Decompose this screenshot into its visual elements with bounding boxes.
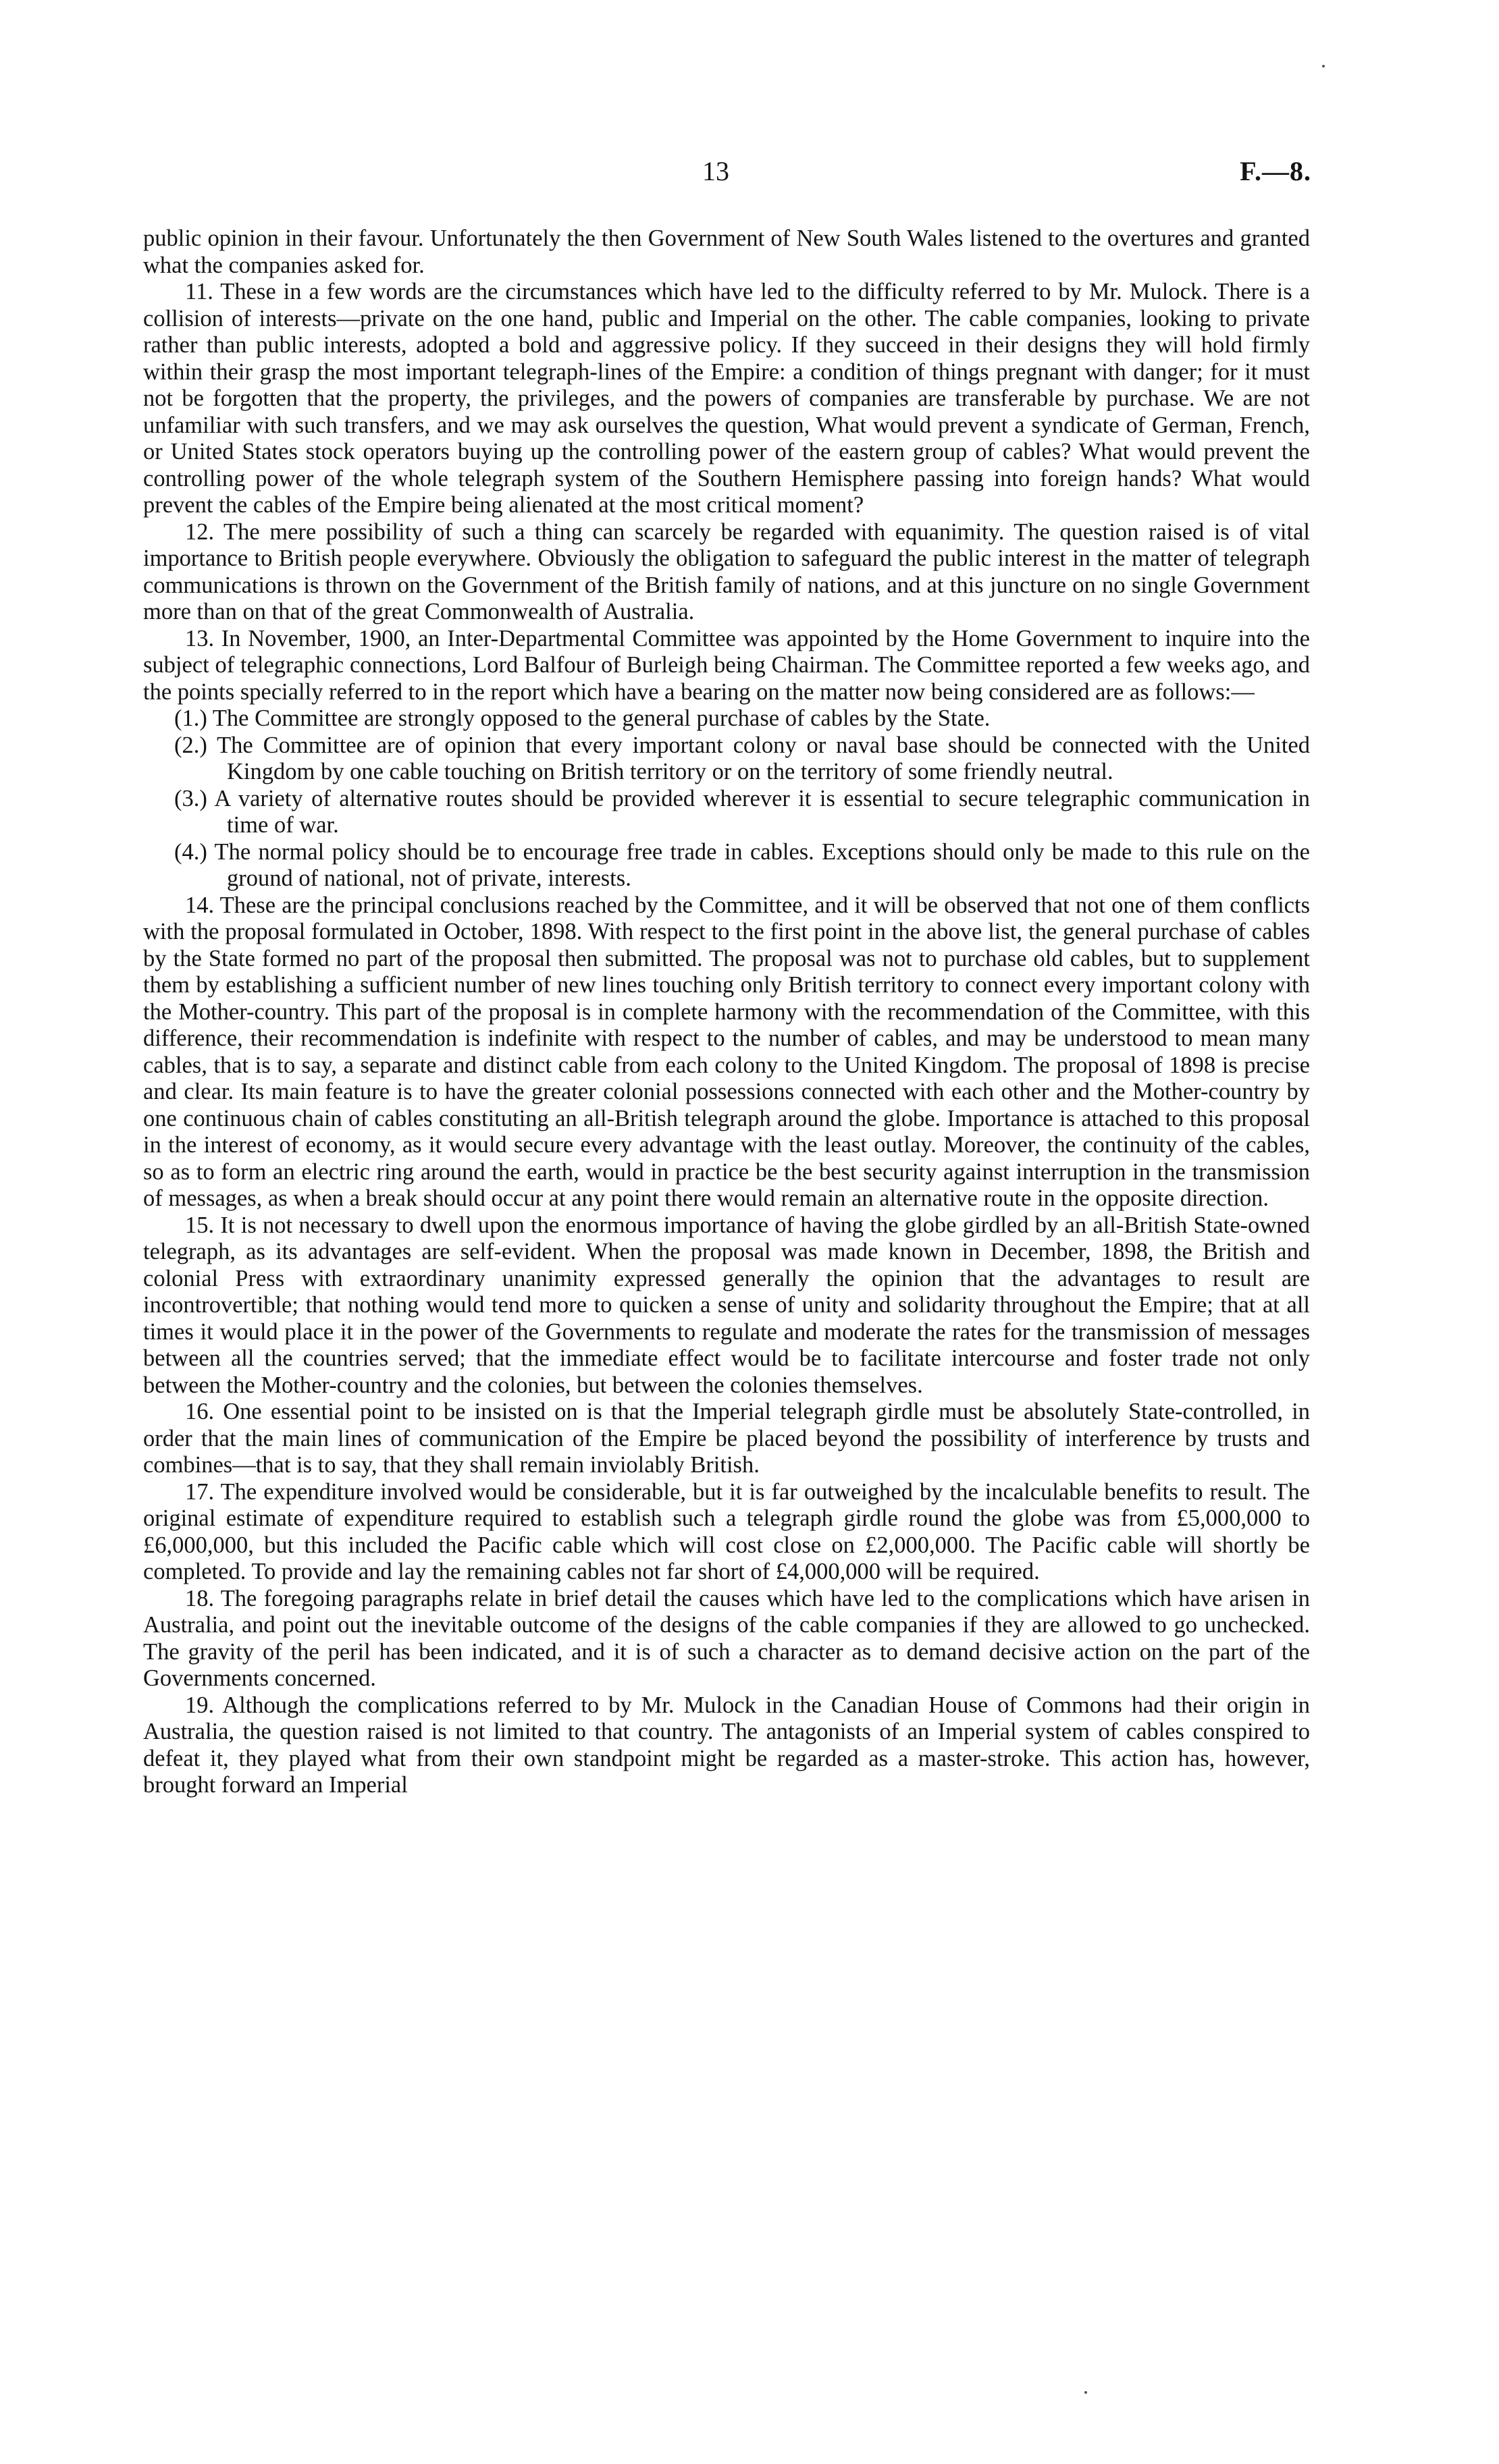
list-item-1: (1.) The Committee are strongly opposed to the general purchase of cables by the State. <box>174 705 991 731</box>
body-text <box>143 225 1310 1799</box>
paragraph-11: 11. These in a few words are the circumstances which have led to the difficulty referred to by Mr. Mulock. There is a collision of interests—private on the one hand, public and Imperial on the other. The cable companies, looking to private rather than public interests, adopted a bold and aggressive policy. If they succeed in their designs they will hold firmly within their grasp the most important telegraph-lines of the Empire: a condition of things pregnant with danger; for it must not be forgotten that the property, the privileges, and the powers of companies are transferable by purchase. We are not unfamiliar with such transfers, and we may ask ourselves the question, What would prevent a syndicate of German, French, or United States stock operators buying up the controlling power of the eastern group of cables? What would prevent the controlling power of the whole telegraph system of the Southern Hemisphere passing into foreign hands? What would prevent the cables of the Empire being alienated at the most critical moment? <box>143 279 1310 518</box>
page-number: 13 <box>702 156 729 186</box>
paragraph-13: 13. In November, 1900, an Inter-Departmental Committee was appointed by the Home Government to inquire into the subject of telegraphic connections, Lord Balfour of Burleigh being Chairman. The Committee reported a few weeks ago, and the points specially referred to in the report which have a bearing on the matter now being considered are as follows:— <box>143 625 1310 705</box>
document-reference: F.—8. <box>1240 156 1311 186</box>
paragraph-18: 18. The foregoing paragraphs relate in brief detail the causes which have led to the complications which have arisen in Australia, and point out the inevitable outcome of the designs of the cable companies if they are allowed to go unchecked. The gravity of the peril has been indicated, and it is of such a character as to demand decisive action on the part of the Governments concerned. <box>143 1585 1310 1691</box>
page-header <box>0 155 1499 196</box>
paragraph-15: 15. It is not necessary to dwell upon the enormous importance of having the globe girdled by an all-British State-owned telegraph, as its advantages are self-evident. When the proposal was made known in December, 1898, the British and colonial Press with extraordinary unanimity expressed generally the opinion that the advantages to result are incontrovertible; that nothing would tend more to quicken a sense of unity and solidarity throughout the Empire; that at all times it would place it in the power of the Governments to regulate and moderate the rates for the transmission of messages between all the countries served; that the immediate effect would be to facilitate intercourse and foster trade not only between the Mother-country and the colonies, but between the colonies themselves. <box>143 1212 1310 1398</box>
list-item-4: (4.) The normal policy should be to encourage free trade in cables. Exceptions should only be made to this rule on the ground of national, not of private, interests. <box>174 838 1310 891</box>
paragraph-16: 16. One essential point to be insisted on is that the Imperial telegraph girdle must be absolutely State-controlled, in order that the main lines of communication of the Empire be placed beyond the possibility of interference by trusts and combines—that is to say, that they shall remain inviolably British. <box>143 1399 1310 1478</box>
paragraph-continued: public opinion in their favour. Unfortunately the then Government of New South Wales listened to the overtures and granted what the companies asked for. <box>143 225 1310 278</box>
paragraph-19: 19. Although the complications referred to by Mr. Mulock in the Canadian House of Commons had their origin in Australia, the question raised is not limited to that country. The antagonists of an Imperial system of cables conspired to defeat it, they played what from their own standpoint might be regarded as a master-stroke. This action has, however, brought forward an Imperial <box>143 1692 1310 1798</box>
paragraph-14: 14. These are the principal conclusions reached by the Committee, and it will be observed that not one of them conflicts with the proposal formulated in October, 1898. With respect to the first point in the above list, the general purchase of cables by the State formed no part of the proposal then submitted. The proposal was not to purchase old cables, but to supplement them by establishing a sufficient number of new lines touching only British territory to connect every important colony with the Mother-country. This part of the proposal is in complete harmony with the recommendation of the Committee, with this difference, their recommendation is indefinite with respect to the number of cables, and may be understood to mean many cables, that is to say, a separate and distinct cable from each colony to the United Kingdom. The proposal of 1898 is precise and clear. Its main feature is to have the greater colonial possessions connected with each other and the Mother-country by one continuous chain of cables constituting an all-British telegraph around the globe. Importance is attached to this proposal in the interest of economy, as it would secure every advantage with the least outlay. Moreover, the continuity of the cables, so as to form an electric ring around the earth, would in practice be the best security against interruption in the transmission of messages, as when a break should occur at any point there would remain an alternative route in the opposite direction. <box>143 892 1310 1211</box>
paragraph-17: 17. The expenditure involved would be considerable, but it is far outweighed by the incalculable benefits to result. The original estimate of expenditure required to establish such a telegraph girdle round the globe was from £5,000,000 to £6,000,000, but this included the Pacific cable which will cost close on £2,000,000. The Pacific cable will shortly be completed. To provide and lay the remaining cables not far short of £4,000,000 will be required. <box>143 1478 1310 1584</box>
scan-speck <box>1322 65 1325 68</box>
list-item-2: (2.) The Committee are of opinion that every important colony or naval base should be connected with the United Kingdom by one cable touching on British territory or on the territory of some friendly neutral. <box>174 732 1310 784</box>
scan-speck <box>1084 2391 1087 2394</box>
paragraph-12: 12. The mere possibility of such a thing can scarcely be regarded with equanimity. The question raised is of vital importance to British people everywhere. Obviously the obligation to safeguard the public interest in the matter of telegraph communications is thrown on the Government of the British family of nations, and at this juncture on no single Government more than on that of the great Commonwealth of Australia. <box>143 518 1310 624</box>
list-item-3: (3.) A variety of alternative routes should be provided wherever it is essential to secure telegraphic communication in time of war. <box>174 785 1310 838</box>
